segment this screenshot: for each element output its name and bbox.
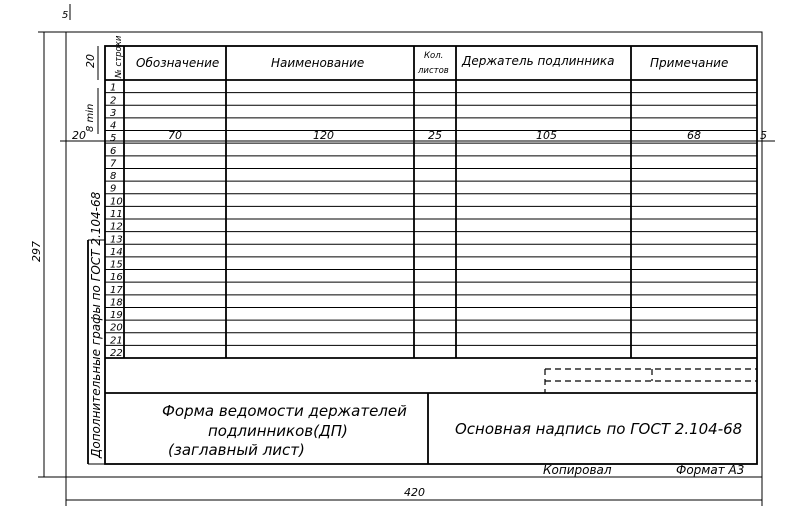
dim-height: 297 (30, 241, 43, 262)
footer-copied: Копировал (543, 463, 612, 477)
footer-format: Формат А3 (676, 463, 745, 477)
title-line-1: Форма ведомости держателей (162, 402, 407, 420)
dim-col-holder: 105 (536, 129, 557, 142)
dim-col-sheets: 25 (428, 129, 442, 142)
row-number: 21 (110, 335, 123, 347)
dim-row-min: 8 min (85, 103, 96, 132)
row-number: 3 (110, 107, 117, 119)
header-sheets-2: листов (418, 66, 449, 76)
row-numbers (110, 83, 123, 359)
header-designation: Обозначение (136, 56, 220, 70)
main-inscription: Основная надпись по ГОСТ 2.104-68 (455, 420, 743, 438)
row-number: 8 (110, 171, 117, 183)
side-label: Дополнительные графы по ГОСТ 2.104-68 (89, 191, 103, 458)
row-number: 11 (110, 209, 123, 220)
row-number: 20 (110, 322, 123, 334)
corner-mark: 5 (62, 10, 69, 21)
row-number: 18 (110, 297, 123, 309)
dim-header-height: 20 (84, 54, 97, 68)
row-number: 15 (110, 259, 123, 271)
dim-col-designation: 70 (168, 129, 182, 142)
dim-left-margin: 20 (72, 129, 86, 142)
row-number: 19 (110, 310, 123, 322)
row-number: 2 (110, 95, 117, 107)
row-number: 13 (110, 234, 123, 246)
row-number: 6 (110, 145, 117, 157)
row-number: 4 (110, 120, 117, 132)
row-number: 7 (110, 158, 117, 170)
title-line-2: подлинников(ДП) (208, 422, 348, 440)
row-number: 16 (110, 272, 123, 284)
row-number: 5 (110, 133, 117, 145)
title-line-3: (заглавный лист) (168, 441, 305, 459)
row-number: 12 (110, 221, 123, 233)
dim-col-name: 120 (313, 129, 334, 142)
row-number: 14 (110, 246, 123, 258)
row-number: 10 (110, 196, 123, 208)
row-number: 17 (110, 284, 123, 296)
dim-right-margin: 5 (760, 129, 767, 142)
row-number: 1 (110, 82, 117, 94)
header-name: Наименование (271, 56, 365, 70)
header-note: Примечание (650, 56, 729, 70)
dim-width: 420 (404, 486, 425, 499)
row-number: 22 (110, 348, 123, 359)
header-holder: Держатель подлинника (462, 54, 615, 68)
header-sheets-1: Кол. (424, 51, 444, 61)
dim-col-note: 68 (687, 129, 701, 142)
header-row-number: № строки (114, 35, 124, 78)
row-number: 9 (110, 183, 117, 195)
